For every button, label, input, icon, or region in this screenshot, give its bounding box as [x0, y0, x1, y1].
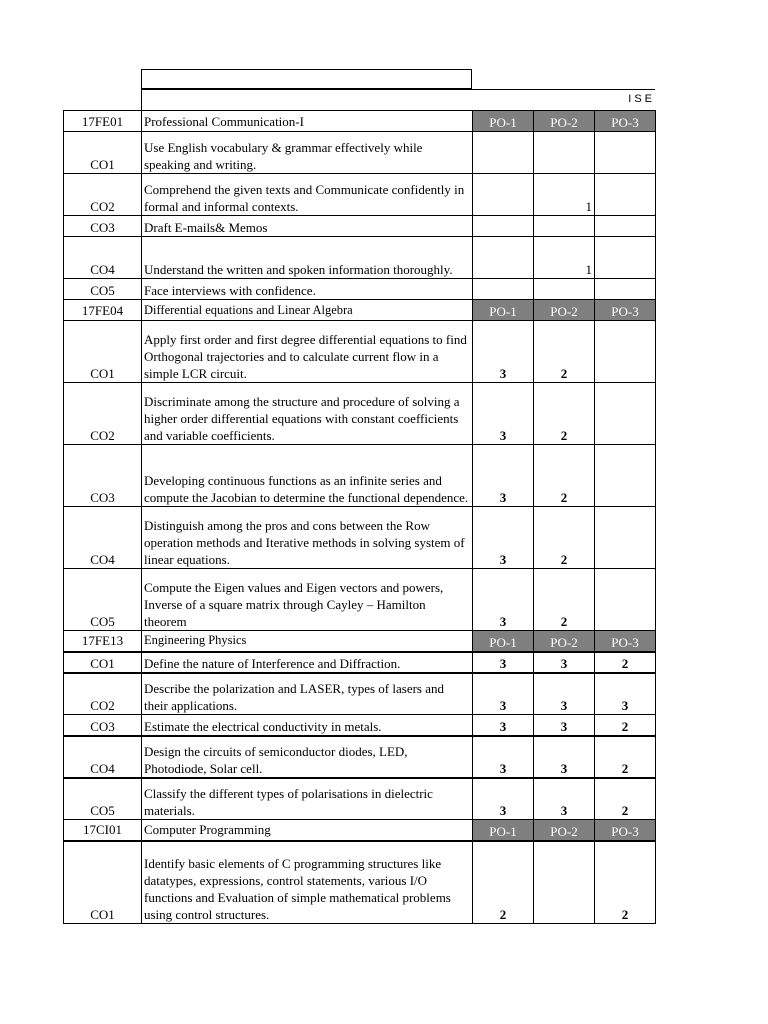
outcome-row: [64, 132, 656, 174]
po-value: [595, 569, 656, 631]
po-value: 2: [595, 841, 656, 924]
co-code: CO1: [64, 841, 142, 924]
co-code: CO3: [64, 445, 142, 507]
co-description: Use English vocabulary & grammar effectively while speaking and writing.: [142, 132, 473, 174]
po-header: PO-3: [595, 820, 656, 841]
po-value: [473, 279, 534, 300]
po-value: 3: [534, 673, 595, 715]
co-code: CO5: [64, 569, 142, 631]
po-value: 3: [473, 778, 534, 820]
outcome-row: [64, 569, 656, 631]
co-description: Identify basic elements of C programming structures like datatypes, expressions, control statements, various I/O functions and Evaluation of simple mathematical problems using control structures.: [142, 841, 473, 924]
po-value: 1: [534, 174, 595, 216]
header-strip: [141, 89, 655, 110]
outcome-row: [64, 652, 656, 673]
po-value: 3: [473, 715, 534, 736]
co-code: CO4: [64, 507, 142, 569]
po-header: PO-2: [534, 820, 595, 841]
po-value: 1: [534, 237, 595, 279]
co-code: CO1: [64, 132, 142, 174]
po-value: 2: [534, 445, 595, 507]
course-code: 17CI01: [64, 820, 142, 841]
po-value: 3: [473, 507, 534, 569]
po-header: PO-1: [473, 111, 534, 132]
po-value: [595, 321, 656, 383]
outcome-row: [64, 841, 656, 924]
po-header: PO-2: [534, 300, 595, 321]
po-header: PO-1: [473, 300, 534, 321]
outcome-row: [64, 673, 656, 715]
outcome-row: [64, 174, 656, 216]
po-value: [534, 279, 595, 300]
co-code: CO3: [64, 216, 142, 237]
outcome-row: [64, 321, 656, 383]
po-header: PO-2: [534, 111, 595, 132]
po-value: [595, 507, 656, 569]
po-value: 2: [595, 778, 656, 820]
po-value: 2: [595, 652, 656, 673]
po-value: [473, 132, 534, 174]
outcome-row: [64, 216, 656, 237]
co-code: CO4: [64, 237, 142, 279]
co-description: Developing continuous functions as an infinite series and compute the Jacobian to determine the functional dependence.: [142, 445, 473, 507]
po-value: 3: [534, 715, 595, 736]
course-code: 17FE01: [64, 111, 142, 132]
outcome-row: [64, 507, 656, 569]
po-header: PO-1: [473, 820, 534, 841]
po-value: [534, 216, 595, 237]
outcome-row: [64, 383, 656, 445]
po-value: 3: [534, 778, 595, 820]
co-description: Design the circuits of semiconductor diodes, LED, Photodiode, Solar cell.: [142, 736, 473, 778]
po-value: [534, 132, 595, 174]
po-value: 3: [473, 445, 534, 507]
outcome-row: [64, 279, 656, 300]
co-code: CO1: [64, 652, 142, 673]
po-value: 2: [534, 569, 595, 631]
co-code: CO1: [64, 321, 142, 383]
po-value: [595, 383, 656, 445]
co-description: Understand the written and spoken information thoroughly.: [142, 237, 473, 279]
po-value: [595, 279, 656, 300]
po-value: [473, 237, 534, 279]
po-value: 2: [534, 383, 595, 445]
co-code: CO4: [64, 736, 142, 778]
course-name: Engineering Physics: [142, 631, 473, 652]
course-name: Computer Programming: [142, 820, 473, 841]
co-description: Apply first order and first degree differential equations to find Orthogonal trajectories and to calculate current flow in a simple LCR circuit.: [142, 321, 473, 383]
co-description: Draft E-mails& Memos: [142, 216, 473, 237]
po-value: 2: [534, 507, 595, 569]
po-header: PO-1: [473, 631, 534, 652]
po-value: [473, 216, 534, 237]
po-header: PO-3: [595, 631, 656, 652]
department-label: ISE: [628, 93, 655, 105]
course-header-row: [64, 111, 656, 132]
po-value: [595, 132, 656, 174]
outcome-row: [64, 778, 656, 820]
po-value: [595, 237, 656, 279]
po-value: 3: [534, 652, 595, 673]
course-header-row: [64, 631, 656, 652]
po-value: 3: [473, 652, 534, 673]
po-value: 3: [473, 383, 534, 445]
po-value: 3: [534, 736, 595, 778]
co-description: Classify the different types of polarisations in dielectric materials.: [142, 778, 473, 820]
outcome-row: [64, 736, 656, 778]
co-description: Compute the Eigen values and Eigen vectors and powers, Inverse of a square matrix through Cayley – Hamilton theorem: [142, 569, 473, 631]
course-header-row: [64, 820, 656, 841]
po-value: 3: [473, 569, 534, 631]
po-value: 3: [473, 673, 534, 715]
po-value: 2: [534, 321, 595, 383]
po-value: [473, 174, 534, 216]
co-code: CO3: [64, 715, 142, 736]
co-description: Define the nature of Interference and Diffraction.: [142, 652, 473, 673]
outcome-row: [64, 237, 656, 279]
course-code: 17FE13: [64, 631, 142, 652]
co-code: CO5: [64, 279, 142, 300]
course-name: Professional Communication-I: [142, 111, 473, 132]
co-description: Face interviews with confidence.: [142, 279, 473, 300]
po-value: [534, 841, 595, 924]
po-value: [595, 216, 656, 237]
co-description: Discriminate among the structure and procedure of solving a higher order differential equations with constant coefficients and variable coefficients.: [142, 383, 473, 445]
co-description: Distinguish among the pros and cons between the Row operation methods and Iterative methods in solving system of linear equations.: [142, 507, 473, 569]
co-code: CO2: [64, 673, 142, 715]
po-header: PO-2: [534, 631, 595, 652]
po-value: 2: [595, 736, 656, 778]
po-header: PO-3: [595, 300, 656, 321]
po-value: 2: [473, 841, 534, 924]
co-description: Estimate the electrical conductivity in metals.: [142, 715, 473, 736]
po-value: [595, 174, 656, 216]
co-description: Describe the polarization and LASER, types of lasers and their applications.: [142, 673, 473, 715]
po-value: [595, 445, 656, 507]
po-value: 2: [595, 715, 656, 736]
co-code: CO5: [64, 778, 142, 820]
po-value: 3: [473, 736, 534, 778]
course-code: 17FE04: [64, 300, 142, 321]
outcome-row: [64, 445, 656, 507]
course-name: Differential equations and Linear Algebra: [142, 300, 473, 321]
co-code: CO2: [64, 383, 142, 445]
outcome-row: [64, 715, 656, 736]
po-value: 3: [595, 673, 656, 715]
title-box: [141, 69, 472, 89]
po-value: 3: [473, 321, 534, 383]
co-code: CO2: [64, 174, 142, 216]
co-description: Comprehend the given texts and Communicate confidently in formal and informal contexts.: [142, 174, 473, 216]
po-header: PO-3: [595, 111, 656, 132]
course-outcome-table: [63, 110, 656, 924]
course-header-row: [64, 300, 656, 321]
